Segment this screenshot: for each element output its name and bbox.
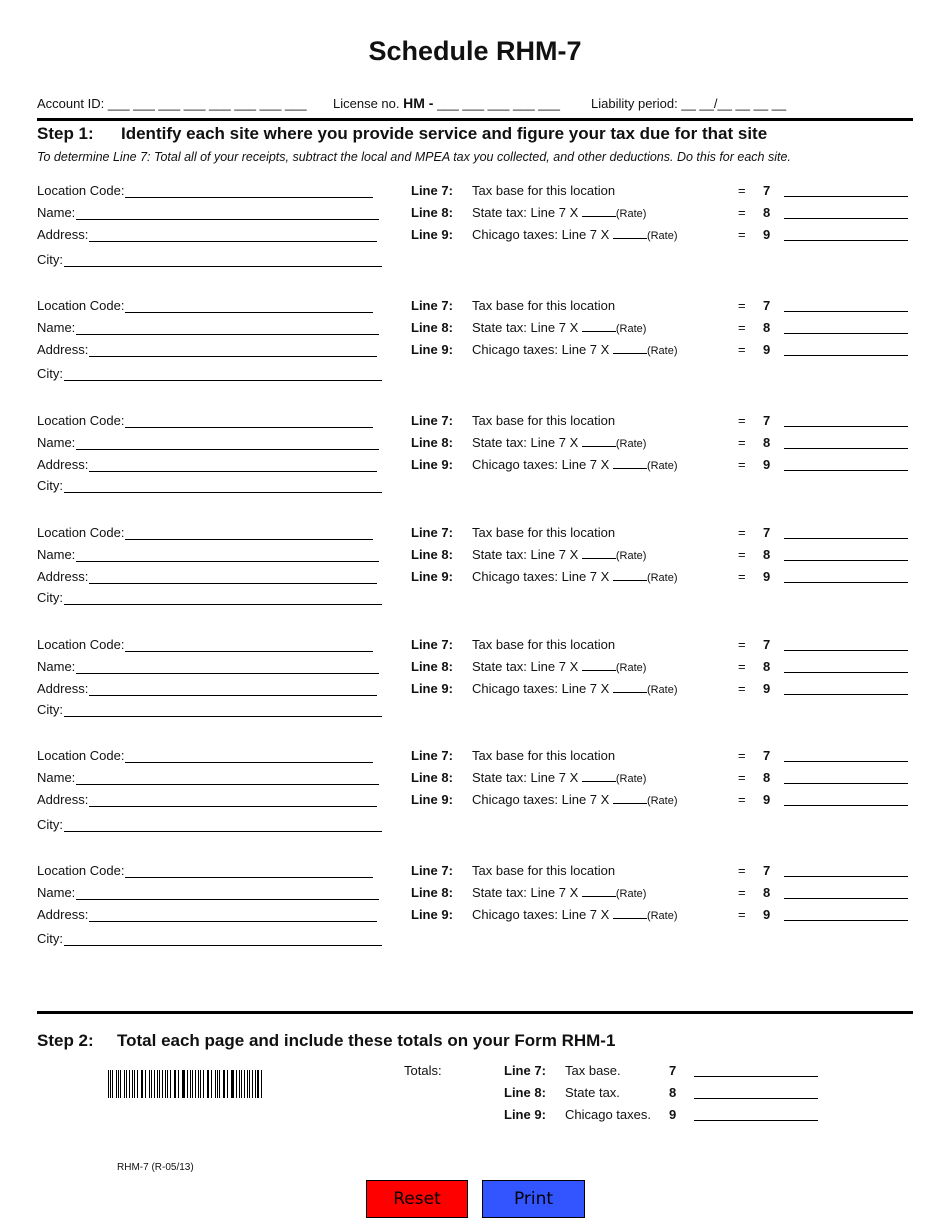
total-line7-desc: Tax base. bbox=[565, 1063, 621, 1078]
line7-number: 7 bbox=[763, 525, 771, 540]
address-label: Address: bbox=[37, 342, 89, 357]
equals-sign: = bbox=[738, 863, 746, 878]
line7-number: 7 bbox=[763, 863, 771, 878]
address-line[interactable] bbox=[89, 683, 377, 696]
city-label: City: bbox=[37, 252, 63, 267]
step1-heading bbox=[37, 124, 767, 144]
line7-label: Line 7: bbox=[411, 637, 453, 652]
license-blanks: ___ ___ ___ ___ ___ bbox=[437, 96, 560, 111]
barcode-bar bbox=[165, 1070, 166, 1098]
line7-amount-field[interactable] bbox=[784, 650, 908, 651]
line7-desc: Tax base for this location bbox=[472, 413, 616, 428]
equals-sign: = bbox=[738, 183, 746, 198]
barcode-bar bbox=[157, 1070, 158, 1098]
barcode-bar bbox=[211, 1070, 212, 1098]
line7-label: Line 7: bbox=[411, 863, 453, 878]
name-line[interactable] bbox=[76, 322, 379, 335]
location-code-field[interactable] bbox=[37, 525, 373, 540]
line9-number: 9 bbox=[763, 227, 771, 242]
line9-label: Line 9: bbox=[411, 681, 453, 696]
step2-divider bbox=[37, 1011, 913, 1014]
total-line8-desc: State tax. bbox=[565, 1085, 620, 1100]
barcode-bar bbox=[203, 1070, 204, 1098]
chicago-rate-field[interactable] bbox=[613, 907, 647, 919]
name-line[interactable] bbox=[76, 207, 379, 220]
chicago-rate-field[interactable] bbox=[613, 457, 647, 469]
line8-label: Line 8: bbox=[411, 435, 453, 450]
total-line9-desc: Chicago taxes. bbox=[565, 1107, 651, 1122]
line9-number: 9 bbox=[763, 681, 771, 696]
account-id-field[interactable] bbox=[37, 96, 307, 111]
equals-sign: = bbox=[738, 227, 746, 242]
city-field[interactable] bbox=[37, 931, 382, 946]
line8-desc: State tax: Line 7 X bbox=[472, 659, 579, 674]
name-line[interactable] bbox=[76, 772, 379, 785]
barcode-bar bbox=[200, 1070, 201, 1098]
line9-desc-group bbox=[472, 681, 678, 696]
state-rate-field[interactable] bbox=[582, 885, 616, 897]
total-line8-amount-field[interactable] bbox=[694, 1098, 818, 1099]
address-field[interactable] bbox=[37, 792, 377, 807]
city-line[interactable] bbox=[64, 592, 382, 605]
line7-desc: Tax base for this location bbox=[472, 637, 616, 652]
liability-period-field[interactable] bbox=[591, 96, 786, 111]
line7-desc: Tax base for this location bbox=[472, 863, 616, 878]
location-code-field[interactable] bbox=[37, 183, 373, 198]
equals-sign: = bbox=[738, 320, 746, 335]
site-block bbox=[37, 748, 913, 848]
address-label: Address: bbox=[37, 681, 89, 696]
equals-sign: = bbox=[738, 770, 746, 785]
city-field[interactable] bbox=[37, 590, 382, 605]
city-line[interactable] bbox=[64, 819, 382, 832]
equals-sign: = bbox=[738, 298, 746, 313]
address-line[interactable] bbox=[89, 571, 377, 584]
line8-amount-field[interactable] bbox=[784, 218, 908, 219]
city-line[interactable] bbox=[64, 254, 382, 267]
barcode-bar bbox=[145, 1070, 146, 1098]
line8-desc-group bbox=[472, 659, 646, 674]
line7-amount-field[interactable] bbox=[784, 196, 908, 197]
line8-label: Line 8: bbox=[411, 320, 453, 335]
name-field[interactable] bbox=[37, 205, 379, 220]
address-line[interactable] bbox=[89, 794, 377, 807]
line9-desc: Chicago taxes: Line 7 X bbox=[472, 569, 610, 584]
name-field[interactable] bbox=[37, 885, 379, 900]
liability-period-blanks: __ __/__ __ __ __ bbox=[681, 96, 787, 111]
location-code-field[interactable] bbox=[37, 863, 373, 878]
line9-desc-group bbox=[472, 569, 678, 584]
line8-desc: State tax: Line 7 X bbox=[472, 770, 579, 785]
site-block bbox=[37, 863, 913, 963]
line7-label: Line 7: bbox=[411, 748, 453, 763]
address-field[interactable] bbox=[37, 457, 377, 472]
address-field[interactable] bbox=[37, 569, 377, 584]
barcode-bar bbox=[178, 1070, 179, 1098]
barcode-bar bbox=[170, 1070, 171, 1098]
line9-desc: Chicago taxes: Line 7 X bbox=[472, 681, 610, 696]
address-label: Address: bbox=[37, 227, 89, 242]
account-id-label: Account ID: bbox=[37, 96, 105, 111]
line7-amount-field[interactable] bbox=[784, 538, 908, 539]
step2-title: Total each page and include these totals on your Form RHM-1 bbox=[117, 1031, 616, 1050]
line7-number: 7 bbox=[763, 183, 771, 198]
line9-label: Line 9: bbox=[411, 227, 453, 242]
line8-label: Line 8: bbox=[411, 885, 453, 900]
line9-desc-group bbox=[472, 342, 678, 357]
account-id-blanks: ___ ___ ___ ___ ___ ___ ___ ___ bbox=[107, 96, 307, 111]
page-title: Schedule RHM-7 bbox=[368, 36, 582, 66]
line8-label: Line 8: bbox=[411, 547, 453, 562]
line8-desc: State tax: Line 7 X bbox=[472, 547, 579, 562]
city-label: City: bbox=[37, 817, 63, 832]
state-rate-field[interactable] bbox=[582, 435, 616, 447]
line8-desc: State tax: Line 7 X bbox=[472, 320, 579, 335]
name-field[interactable] bbox=[37, 320, 379, 335]
line7-amount-field[interactable] bbox=[784, 426, 908, 427]
rate-label: (Rate) bbox=[615, 662, 647, 674]
line9-number: 9 bbox=[763, 907, 771, 922]
line8-label: Line 8: bbox=[411, 770, 453, 785]
equals-sign: = bbox=[738, 681, 746, 696]
total-line8-label: Line 8: bbox=[504, 1085, 546, 1100]
address-label: Address: bbox=[37, 792, 89, 807]
line9-amount-field[interactable] bbox=[784, 694, 908, 695]
address-field[interactable] bbox=[37, 227, 377, 242]
name-label: Name: bbox=[37, 547, 76, 562]
barcode-bar bbox=[149, 1070, 150, 1098]
chicago-rate-field[interactable] bbox=[613, 792, 647, 804]
line9-label: Line 9: bbox=[411, 342, 453, 357]
equals-sign: = bbox=[738, 569, 746, 584]
line7-number: 7 bbox=[763, 298, 771, 313]
line8-desc-group bbox=[472, 885, 646, 900]
total-line9-label: Line 9: bbox=[504, 1107, 546, 1122]
line8-desc: State tax: Line 7 X bbox=[472, 205, 579, 220]
line9-desc-group bbox=[472, 457, 678, 472]
line8-number: 8 bbox=[763, 659, 771, 674]
line8-amount-field[interactable] bbox=[784, 448, 908, 449]
barcode-bar bbox=[108, 1070, 109, 1098]
rate-label: (Rate) bbox=[646, 230, 678, 242]
location-code-field[interactable] bbox=[37, 748, 373, 763]
name-field[interactable] bbox=[37, 659, 379, 674]
line8-label: Line 8: bbox=[411, 205, 453, 220]
total-line7-amount-field[interactable] bbox=[694, 1076, 818, 1077]
barcode-image bbox=[108, 1070, 264, 1098]
step2-number: Step 2: bbox=[37, 1031, 94, 1050]
line7-amount-field[interactable] bbox=[784, 761, 908, 762]
address-label: Address: bbox=[37, 457, 89, 472]
address-field[interactable] bbox=[37, 907, 377, 922]
equals-sign: = bbox=[738, 413, 746, 428]
city-line[interactable] bbox=[64, 480, 382, 493]
license-label: License no. bbox=[333, 96, 400, 111]
chicago-rate-field[interactable] bbox=[613, 227, 647, 239]
step1-title: Identify each site where you provide service and figure your tax due for that site bbox=[121, 124, 768, 143]
line7-label: Line 7: bbox=[411, 298, 453, 313]
city-label: City: bbox=[37, 366, 63, 381]
line7-amount-field[interactable] bbox=[784, 311, 908, 312]
equals-sign: = bbox=[738, 205, 746, 220]
line9-amount-field[interactable] bbox=[784, 470, 908, 471]
step1-number: Step 1: bbox=[37, 124, 94, 143]
site-block bbox=[37, 413, 913, 513]
barcode-bar bbox=[255, 1070, 256, 1098]
equals-sign: = bbox=[738, 457, 746, 472]
line8-number: 8 bbox=[763, 435, 771, 450]
name-field[interactable] bbox=[37, 435, 379, 450]
line9-desc-group bbox=[472, 792, 678, 807]
location-code-line[interactable] bbox=[125, 750, 373, 763]
chicago-rate-field[interactable] bbox=[613, 342, 647, 354]
line9-desc: Chicago taxes: Line 7 X bbox=[472, 792, 610, 807]
equals-sign: = bbox=[738, 525, 746, 540]
name-line[interactable] bbox=[76, 437, 379, 450]
barcode-bar bbox=[232, 1070, 233, 1098]
equals-sign: = bbox=[738, 637, 746, 652]
liability-period-label: Liability period: bbox=[591, 96, 678, 111]
line8-number: 8 bbox=[763, 320, 771, 335]
barcode-bar bbox=[192, 1070, 193, 1098]
line8-desc-group bbox=[472, 547, 646, 562]
location-code-label: Location Code: bbox=[37, 298, 125, 313]
rate-label: (Rate) bbox=[646, 572, 678, 584]
address-line[interactable] bbox=[89, 459, 377, 472]
name-line[interactable] bbox=[76, 887, 379, 900]
equals-sign: = bbox=[738, 792, 746, 807]
name-label: Name: bbox=[37, 885, 76, 900]
rate-label: (Rate) bbox=[646, 460, 678, 472]
line8-amount-field[interactable] bbox=[784, 333, 908, 334]
line8-desc: State tax: Line 7 X bbox=[472, 435, 579, 450]
line9-desc-group bbox=[472, 907, 678, 922]
rate-label: (Rate) bbox=[646, 345, 678, 357]
equals-sign: = bbox=[738, 435, 746, 450]
step1-divider bbox=[37, 118, 913, 121]
line9-number: 9 bbox=[763, 792, 771, 807]
location-code-label: Location Code: bbox=[37, 413, 125, 428]
line7-number: 7 bbox=[763, 748, 771, 763]
name-line[interactable] bbox=[76, 549, 379, 562]
chicago-rate-field[interactable] bbox=[613, 569, 647, 581]
barcode-bar bbox=[124, 1070, 125, 1098]
rate-label: (Rate) bbox=[615, 438, 647, 450]
equals-sign: = bbox=[738, 907, 746, 922]
total-line8-number: 8 bbox=[669, 1085, 677, 1100]
city-field[interactable] bbox=[37, 817, 382, 832]
line8-desc-group bbox=[472, 320, 646, 335]
line8-desc-group bbox=[472, 205, 646, 220]
location-code-field[interactable] bbox=[37, 413, 373, 428]
line9-number: 9 bbox=[763, 569, 771, 584]
license-prefix: HM - bbox=[403, 95, 434, 111]
line9-label: Line 9: bbox=[411, 457, 453, 472]
line7-desc: Tax base for this location bbox=[472, 525, 616, 540]
location-code-label: Location Code: bbox=[37, 863, 125, 878]
license-number-field[interactable] bbox=[333, 95, 560, 111]
state-rate-field[interactable] bbox=[582, 320, 616, 332]
line9-amount-field[interactable] bbox=[784, 240, 908, 241]
address-label: Address: bbox=[37, 907, 89, 922]
barcode-bar bbox=[134, 1070, 135, 1098]
barcode-bar bbox=[219, 1070, 220, 1098]
address-line[interactable] bbox=[89, 909, 377, 922]
address-line[interactable] bbox=[89, 229, 377, 242]
address-line[interactable] bbox=[89, 344, 377, 357]
line8-desc-group bbox=[472, 770, 646, 785]
name-label: Name: bbox=[37, 659, 76, 674]
line8-amount-field[interactable] bbox=[784, 783, 908, 784]
form-id: RHM-7 (R-05/13) bbox=[117, 1162, 194, 1173]
site-block bbox=[37, 183, 913, 283]
city-label: City: bbox=[37, 590, 63, 605]
address-field[interactable] bbox=[37, 342, 377, 357]
name-label: Name: bbox=[37, 205, 76, 220]
equals-sign: = bbox=[738, 547, 746, 562]
rate-label: (Rate) bbox=[615, 208, 647, 220]
line9-desc: Chicago taxes: Line 7 X bbox=[472, 342, 610, 357]
rate-label: (Rate) bbox=[615, 888, 647, 900]
barcode-bar bbox=[116, 1070, 117, 1098]
name-field[interactable] bbox=[37, 547, 379, 562]
line7-label: Line 7: bbox=[411, 413, 453, 428]
location-code-line[interactable] bbox=[125, 185, 373, 198]
line9-label: Line 9: bbox=[411, 792, 453, 807]
chicago-rate-field[interactable] bbox=[613, 681, 647, 693]
city-field[interactable] bbox=[37, 366, 382, 381]
line8-number: 8 bbox=[763, 885, 771, 900]
line8-amount-field[interactable] bbox=[784, 560, 908, 561]
line7-desc: Tax base for this location bbox=[472, 748, 616, 763]
state-rate-field[interactable] bbox=[582, 547, 616, 559]
line9-amount-field[interactable] bbox=[784, 582, 908, 583]
line8-amount-field[interactable] bbox=[784, 672, 908, 673]
equals-sign: = bbox=[738, 659, 746, 674]
city-line[interactable] bbox=[64, 933, 382, 946]
line7-label: Line 7: bbox=[411, 525, 453, 540]
location-code-label: Location Code: bbox=[37, 637, 125, 652]
rate-label: (Rate) bbox=[615, 550, 647, 562]
line7-amount-field[interactable] bbox=[784, 876, 908, 877]
equals-sign: = bbox=[738, 748, 746, 763]
line8-label: Line 8: bbox=[411, 659, 453, 674]
barcode-bar bbox=[183, 1070, 184, 1098]
barcode-bar bbox=[257, 1070, 258, 1098]
barcode-bar bbox=[239, 1070, 240, 1098]
rate-label: (Rate) bbox=[615, 773, 647, 785]
line7-desc: Tax base for this location bbox=[472, 298, 616, 313]
line8-amount-field[interactable] bbox=[784, 898, 908, 899]
print-button[interactable]: Print bbox=[482, 1180, 585, 1218]
equals-sign: = bbox=[738, 342, 746, 357]
city-label: City: bbox=[37, 478, 63, 493]
location-code-field[interactable] bbox=[37, 298, 373, 313]
reset-button[interactable]: Reset bbox=[366, 1180, 468, 1218]
line9-label: Line 9: bbox=[411, 569, 453, 584]
line9-label: Line 9: bbox=[411, 907, 453, 922]
site-block bbox=[37, 637, 913, 737]
line9-desc: Chicago taxes: Line 7 X bbox=[472, 457, 610, 472]
name-label: Name: bbox=[37, 320, 76, 335]
city-line[interactable] bbox=[64, 368, 382, 381]
line9-number: 9 bbox=[763, 457, 771, 472]
line8-number: 8 bbox=[763, 770, 771, 785]
line9-amount-field[interactable] bbox=[784, 920, 908, 921]
barcode-bar bbox=[224, 1070, 225, 1098]
rate-label: (Rate) bbox=[646, 910, 678, 922]
step1-instruction: To determine Line 7: Total all of your receipts, subtract the local and MPEA tax you collected, and other deductions. Do this for each site. bbox=[37, 150, 791, 164]
location-code-label: Location Code: bbox=[37, 748, 125, 763]
total-line9-number: 9 bbox=[669, 1107, 677, 1122]
line9-number: 9 bbox=[763, 342, 771, 357]
city-field[interactable] bbox=[37, 702, 382, 717]
line7-label: Line 7: bbox=[411, 183, 453, 198]
location-code-line[interactable] bbox=[125, 527, 373, 540]
city-line[interactable] bbox=[64, 704, 382, 717]
line9-amount-field[interactable] bbox=[784, 805, 908, 806]
site-block bbox=[37, 298, 913, 398]
step2-heading bbox=[37, 1031, 615, 1051]
name-label: Name: bbox=[37, 770, 76, 785]
line8-desc-group bbox=[472, 435, 646, 450]
address-label: Address: bbox=[37, 569, 89, 584]
barcode-bar bbox=[247, 1070, 248, 1098]
line9-desc: Chicago taxes: Line 7 X bbox=[472, 907, 610, 922]
totals-label: Totals: bbox=[404, 1063, 442, 1078]
city-label: City: bbox=[37, 702, 63, 717]
line7-desc: Tax base for this location bbox=[472, 183, 616, 198]
line8-number: 8 bbox=[763, 205, 771, 220]
rate-label: (Rate) bbox=[646, 795, 678, 807]
rate-label: (Rate) bbox=[615, 323, 647, 335]
state-rate-field[interactable] bbox=[582, 770, 616, 782]
site-block bbox=[37, 525, 913, 625]
location-code-line[interactable] bbox=[125, 639, 373, 652]
line7-number: 7 bbox=[763, 413, 771, 428]
line8-desc: State tax: Line 7 X bbox=[472, 885, 579, 900]
location-code-line[interactable] bbox=[125, 300, 373, 313]
name-line[interactable] bbox=[76, 661, 379, 674]
line9-desc: Chicago taxes: Line 7 X bbox=[472, 227, 610, 242]
name-field[interactable] bbox=[37, 770, 379, 785]
total-line7-label: Line 7: bbox=[504, 1063, 546, 1078]
barcode-bar bbox=[132, 1070, 133, 1098]
state-rate-field[interactable] bbox=[582, 659, 616, 671]
rate-label: (Rate) bbox=[646, 684, 678, 696]
city-label: City: bbox=[37, 931, 63, 946]
line9-amount-field[interactable] bbox=[784, 355, 908, 356]
location-code-line[interactable] bbox=[125, 415, 373, 428]
address-field[interactable] bbox=[37, 681, 377, 696]
total-line7-number: 7 bbox=[669, 1063, 677, 1078]
line9-desc-group bbox=[472, 227, 678, 242]
line7-number: 7 bbox=[763, 637, 771, 652]
city-field[interactable] bbox=[37, 252, 382, 267]
city-field[interactable] bbox=[37, 478, 382, 493]
state-rate-field[interactable] bbox=[582, 205, 616, 217]
total-line9-amount-field[interactable] bbox=[694, 1120, 818, 1121]
location-code-label: Location Code: bbox=[37, 183, 125, 198]
location-code-field[interactable] bbox=[37, 637, 373, 652]
location-code-line[interactable] bbox=[125, 865, 373, 878]
name-label: Name: bbox=[37, 435, 76, 450]
location-code-label: Location Code: bbox=[37, 525, 125, 540]
line8-number: 8 bbox=[763, 547, 771, 562]
equals-sign: = bbox=[738, 885, 746, 900]
